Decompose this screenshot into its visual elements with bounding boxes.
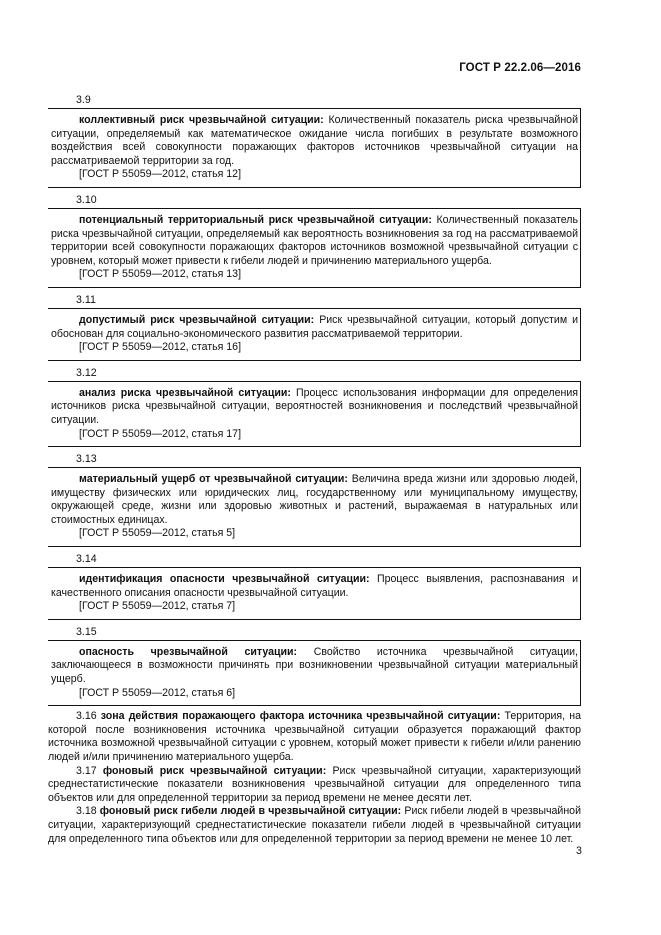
- entry-number: 3.9: [76, 94, 91, 106]
- term-box: [48, 567, 581, 620]
- term-title: потенциальный территориальный риск чрезвычайной ситуации:: [79, 213, 432, 226]
- term-reference: [ГОСТ Р 55059—2012, статья 17]: [79, 427, 242, 440]
- term-definition: Количественный показатель риска чрезвычайной ситуации, определяемый как математическое ожидание числа погибших в результате возможного воздействия всей совокупности поражающих факторов источников чрезвычайной ситуации на рассматриваемой территории за год.: [51, 114, 578, 167]
- term-box: [48, 467, 581, 547]
- term-box: [48, 308, 581, 361]
- term-definition: Количественный показатель риска чрезвычайной ситуации, определяемый как вероятность возникновения за год на рассматриваемой территории всей совокупности поражающих факторов источников возможной чрезвычайной ситуации с уровнем, который может привести к гибели людей и причинению материального ущерба.: [51, 213, 579, 267]
- entry-number: 3.15: [76, 625, 97, 638]
- term-entry-3-14: [48, 551, 581, 620]
- entry-number: 3.12: [76, 366, 97, 379]
- term-reference: [ГОСТ Р 55059—2012, статья 7]: [79, 600, 236, 613]
- term-title: опасность чрезвычайной ситуации:: [79, 645, 298, 658]
- term-entry-3-15: [48, 624, 581, 706]
- term-box: [48, 108, 581, 188]
- term-entry-3-10: [48, 192, 581, 288]
- term-reference: [ГОСТ Р 55059—2012, статья 16]: [79, 341, 242, 354]
- term-definition: Риск чрезвычайной ситуации, характеризующий среднестатистические показатели возникновения чрезвычайной ситуации для определенного типа объектов или для определенной территории за период времени не менее десяти лет.: [48, 764, 581, 804]
- term-definition: Процесс использования информации для определения источников риска чрезвычайной ситуации, вероятностей возникновения и последствий чрезвычайной ситуации.: [51, 386, 579, 426]
- term-definition: Свойство источника чрезвычайной ситуации, заключающееся в возможности причинять при возникновении чрезвычайной ситуации материальный ущерб.: [51, 645, 578, 686]
- entry-number: 3.18: [76, 805, 97, 818]
- term-box: [48, 381, 581, 447]
- term-reference: [ГОСТ Р 55059—2012, статья 12]: [79, 168, 242, 181]
- term-title: идентификация опасности чрезвычайной ситуации:: [79, 573, 370, 586]
- page-number: 3: [576, 845, 582, 857]
- term-title: допустимый риск чрезвычайной ситуации:: [79, 313, 315, 326]
- term-entry-3-16: [48, 710, 581, 764]
- term-title: коллективный риск чрезвычайной ситуации:: [79, 114, 324, 126]
- term-entry-3-9: [48, 92, 581, 188]
- term-title: анализ риска чрезвычайной ситуации:: [79, 386, 291, 399]
- term-reference: [ГОСТ Р 55059—2012, статья 13]: [79, 268, 242, 281]
- term-definition: Территория, на которой после возникновения источника чрезвычайной ситуации образуется поражающий фактор источника возможной чрезвычайной ситуации с уровнем, который может привести к гибели и/или ранению людей и/или причинению материального ущерба.: [48, 710, 581, 763]
- plain-terms: [48, 710, 581, 846]
- terms-list: [48, 92, 581, 846]
- term-box: [48, 208, 581, 288]
- term-box: [48, 640, 581, 706]
- entry-number: 3.11: [76, 293, 96, 306]
- entry-number: 3.13: [76, 453, 97, 466]
- term-title: зона действия поражающего фактора источника чрезвычайной ситуации:: [100, 710, 501, 723]
- term-title: материальный ущерб от чрезвычайной ситуации:: [79, 473, 348, 486]
- term-entry-3-17: [48, 765, 581, 806]
- term-entry-3-18: [48, 805, 581, 846]
- term-entry-3-12: [48, 365, 581, 447]
- term-reference: [ГОСТ Р 55059—2012, статья 5]: [79, 527, 236, 540]
- term-title: фоновый риск чрезвычайной ситуации:: [102, 764, 327, 777]
- term-reference: [ГОСТ Р 55059—2012, статья 6]: [79, 686, 236, 699]
- entry-number: 3.16: [76, 710, 97, 723]
- entry-number: 3.10: [76, 193, 97, 206]
- term-definition: Риск чрезвычайной ситуации, который допустим и обоснован для социально-экономического развития рассматриваемой территории.: [51, 313, 579, 340]
- entry-number: 3.17: [76, 764, 97, 777]
- entry-number: 3.14: [76, 553, 97, 566]
- document-id: ГОСТ Р 22.2.06—2016: [459, 62, 581, 74]
- term-entry-3-11: [48, 292, 581, 361]
- term-definition: Величина вреда жизни или здоровью людей, имуществу физических или юридических лиц, государственному или муниципальному имуществу, окружающей среде, жизни или здоровью животных и растений, выражаемая в натуральных или стоимостных единицах.: [51, 473, 578, 526]
- term-title: фоновый риск гибели людей в чрезвычайной ситуации:: [99, 805, 402, 818]
- term-entry-3-13: [48, 451, 581, 547]
- term-definition: Риск гибели людей в чрезвычайной ситуации, характеризующий среднестатистические показатели гибели людей в чрезвычайной ситуации для определенного типа объектов или для определенной территории за период времени не менее 10 лет.: [48, 805, 581, 845]
- term-definition: Процесс выявления, распознавания и качественного описания опасности чрезвычайной ситуации.: [51, 573, 578, 599]
